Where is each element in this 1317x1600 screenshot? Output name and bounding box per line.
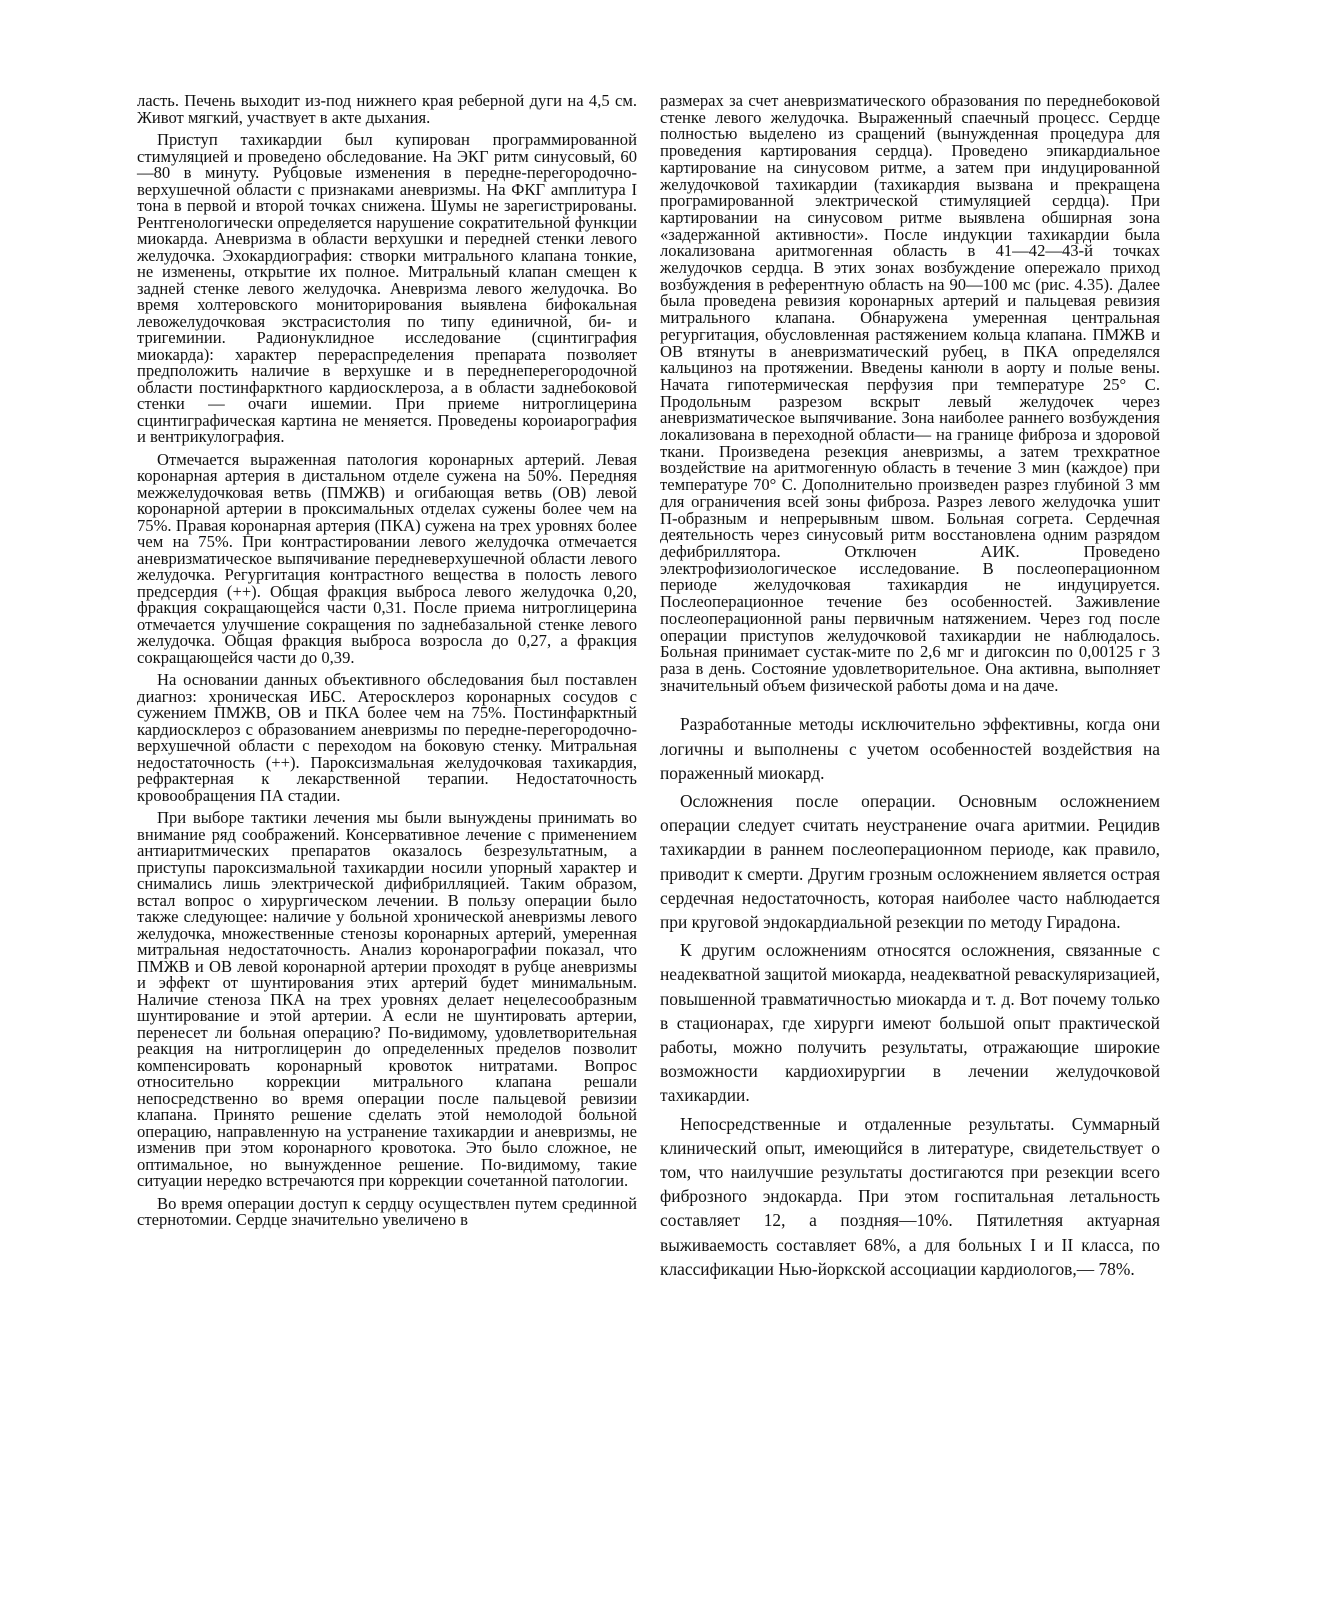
paragraph: Приступ тахикардии был купирован программированной стимуляцией и проведено обследование. На ЭКГ ритм синусовый, 60—80 в минуту. Рубцовые изменения в передне-перегородочно-верхушечной области с признаками аневризмы. На ФКГ амплитура I тона в первой и второй точках снижена. Шумы не зарегистрированы. Рентгенологически определяется нарушение сократительной функции миокарда. Аневризма в области верхушки и передней стенки левого желудочка. Эхокардиография: створки митрального клапана тонкие, не изменены, открытие их полное. Митральный клапан смещен к задней стенке левого желудочка. Аневризма левого желудочка. Во время холтеровского мониторирования выявлена бифокальная левожелудочковая экстрасистолия по типу единичной, би- и тригеминии. Радионуклидное исследование (сцинтиграфия миокарда): характер перераспределения препарата позволяет предположить наличие в верхушке и в переднеперегородочной области постинфарктного кардиосклероза, а в области заднебоковой стенки — очаги ишемии. При приеме нитроглицерина сцинтиграфическая картина не меняется. Проведены короиарография и вентрикулография.: [137, 130, 637, 446]
paragraph: К другим осложнениям относятся осложнения, связанные с неадекватной защитой миокарда, неадекватной реваскуляризацией, повышенной травматичностью миокарда и т. д. Вот почему только в стационарах, где хирурги имеют большой опыт практической работы, можно получить результаты, отражающие широкие возможности кардиохирургии в лечении желудочковой тахикардии.: [660, 940, 1160, 1106]
paragraph: Отмечается выраженная патология коронарных артерий. Левая коронарная артерия в дистальном отделе сужена на 50%. Передняя межжелудочковая ветвь (ПМЖВ) и огибающая ветвь (ОВ) левой коронарной артерии в проксимальных отделах сужены более чем на 75%. Правая коронарная артерия (ПКА) сужена на трех уровнях более чем на 75%. При контрастировании левого желудочка отмечается аневризматическое выпячивание передневерхушечной области левого желудочка. Регургитация контрастного вещества в полость левого предсердия (++). Общая фракция выброса левого желудочка 0,20, фракция сокращающейся части 0,31. После приема нитроглицерина отмечается улучшение сокращения по заднебазальной стенке левого желудочка. Общая фракция выброса возросла до 0,27, а фракция сокращающейся части до 0,39.: [137, 449, 637, 667]
paragraph: На основании данных объективного обследования был поставлен диагноз: хроническая ИБС. Атеросклероз коронарных сосудов с сужением ПМЖВ, ОВ и ПКА более чем на 75%. Постинфарктный кардиосклероз с образованием аневризмы по передне-перегородочно-верхушечной области с переходом на боковую стенку. Митральная недостаточность (++). Пароксизмальная желудочковая тахикардия, рефрактерная к лекарственной терапии. Недостаточность кровообращения ПА стадии.: [137, 670, 637, 805]
paragraph: Непосредственные и отдаленные результаты. Суммарный клинический опыт, имеющийся в литературе, свидетельствует о том, что наилучшие результаты достигаются при резекции всего фиброзного эндокарда. При этом госпитальная летальность составляет 12, а поздняя—10%. Пятилетняя актуарная выживаемость составляет 68%, а для больных I и II класса, по классификации Нью-йоркской ассоциации кардиологов,— 78%.: [660, 1113, 1160, 1279]
paragraph: Во время операции доступ к сердцу осуществлен путем срединной стернотомии. Сердце значительно увеличено в: [137, 1193, 637, 1229]
paragraph: Разработанные методы исключительно эффективны, когда они логичны и выполнены с учетом особенностей воздействия на пораженный миокард.: [660, 714, 1160, 783]
right-column: [660, 93, 1160, 1285]
left-column: [137, 93, 637, 1235]
paragraph: При выборе тактики лечения мы были вынуждены принимать во внимание ряд соображений. Консервативное лечение с применением антиаритмических препаратов оказалось безрезультатным, а приступы пароксизмальной тахикардии носили упорный характер и снимались лишь электрической дифибрилляцией. Таким образом, встал вопрос о хирургическом лечении. В пользу операции было также следующее: наличие у больной хронической аневризмы левого желудочка, множественные стенозы коронарных артерий, умеренная митральная недостаточность. Анализ коронарографии показал, что ПМЖВ и ОВ левой коронарной артерии проходят в рубце аневризмы и эффект от шунтирования этих артерий будет минимальным. Наличие стеноза ПКА на трех уровнях делает нецелесообразным шунтирование и этой артерии. А если не шунтировать артерии, перенесет ли больная операцию? По-видимому, удовлетворительная реакция на нитроглицерин до определенных пределов позволит компенсировать коронарный кровоток нитратами. Вопрос относительно коррекции митрального клапана решали непосредственно во время операции после пальцевой ревизии клапана. Принято решение сделать этой немолодой больной операцию, направленную на устранение тахикардии и аневризмы, не изменив при этом коронарного кровотока. Это было сложное, не оптимальное, но вынужденное решение. По-видимому, такие ситуации нередко встречаются при коррекции сочетанной патологии.: [137, 808, 637, 1190]
paragraph: ласть. Печень выходит из-под нижнего края реберной дуги на 4,5 см. Живот мягкий, участвует в акте дыхания.: [137, 91, 637, 127]
paragraph: размерах за счет аневризматического образования по переднебоковой стенке левого желудочка. Выраженный спаечный процесс. Сердце полностью выделено из сращений (вынужденная процедура для проведения картирования сердца). Проведено эпикардиальное картирование на синусовом ритме, а затем при индуцированной желудочковой тахикардии (тахикардия вызвана и прекращена програмированной электрической стимуляцией сердца). При картировании на синусовом ритме выявлена обширная зона «задержанной активности». После индукции тахикардии была локализована аритмогенная область в 41—42—43-й точках желудочков сердца. В этих зонах возбуждение опережало приход возбуждения в референтную область на 90—100 мс (рис. 4.35). Далее была проведена ревизия коронарных артерий и пальцевая ревизия митрального клапана. Обнаружена умеренная центральная регургитация, обусловленная растяжением кольца клапана. ПМЖВ и ОВ втянуты в аневризматический рубец, в ПКА определялся кальциноз на протяжении. Введены канюли в аорту и полые вены. Начата гипотермическая перфузия при температуре 25° С. Продольным разрезом вскрыт левый желудочек через аневризматическое выпячивание. Зона наиболее раннего возбуждения локализована в переходной области— на границе фиброза и здоровой ткани. Произведена резекция аневризмы, а затем трехкратное воздействие на аритмогенную область в течение 3 мин (каждое) при температуре 70° С. Дополнительно произведен разрез глубиной 3 мм для ограничения всей зоны фиброза. Разрез левого желудочка ушит П-образным и непрерывным швом. Больная согрета. Сердечная деятельность через синусовый ритм восстановлена одним разрядом дефибриллятора. Отключен АИК. Проведено электрофизиологическое исследование. В послеоперационном периоде желудочковая тахикардия не индуцируется. Послеоперационное течение без особенностей. Заживление послеоперационной раны первичным натяжением. Через год после операции приступов желудочковой тахикардии не наблюдалось. Больная принимает сустак-мите по 2,6 мг и дигоксин по 0,00125 г 3 раза в день. Состояние удовлетворительное. Она активна, выполняет значительный объем физической работы дома и на даче.: [660, 91, 1160, 695]
paragraph: Осложнения после операции. Основным осложнением операции следует считать неустранение очага аритмии. Рецидив тахикардии в раннем послеоперационном периоде, как правило, приводит к смерти. Другим грозным осложнением является острая сердечная недостаточность, которая наиболее часто наблюдается при круговой эндокардиальной резекции по методу Гирадона.: [660, 790, 1160, 932]
